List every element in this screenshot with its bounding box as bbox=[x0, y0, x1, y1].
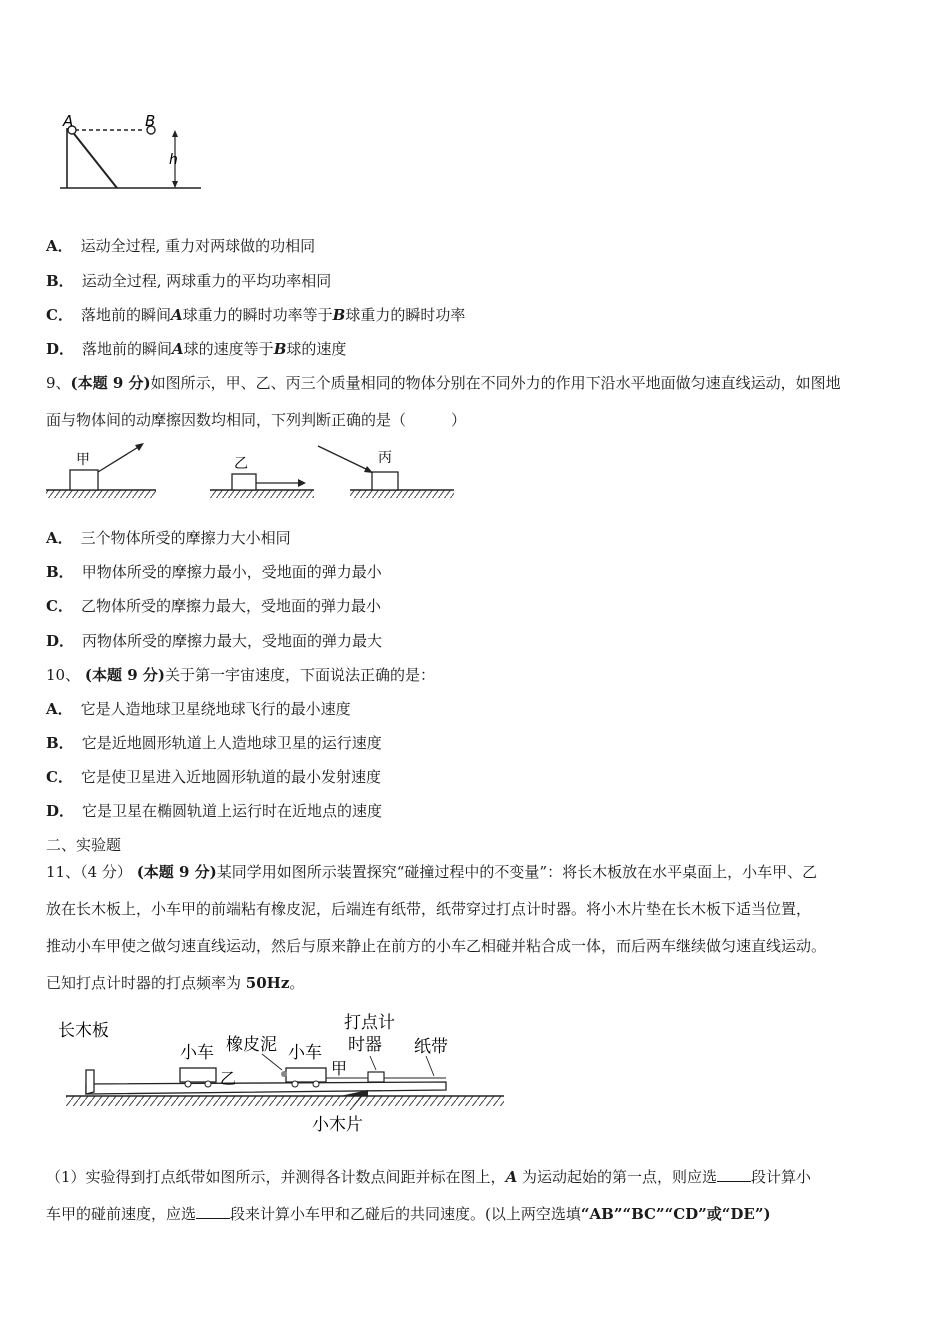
putty-leader bbox=[262, 1054, 282, 1070]
q9-stem-line2: 面与物体间的动摩擦因数均相同，下列判断正确的是（ ） bbox=[46, 411, 467, 429]
yi-block bbox=[232, 474, 256, 490]
bing-force-arrow bbox=[318, 446, 368, 470]
label-putty: 橡皮泥 bbox=[226, 1035, 277, 1055]
yi-ground-hatch bbox=[210, 490, 314, 498]
q11-stem-line2: 放在长木板上，小车甲的前端粘有橡皮泥，后端连有纸带，纸带穿过打点计时器。将小木片垫在长木板下适当位置， bbox=[46, 900, 812, 918]
q10-option-d: D． 它是卫星在椭圆轨道上运行时在近地点的速度 bbox=[46, 802, 383, 820]
yi-arrow-head bbox=[298, 479, 306, 487]
timer bbox=[368, 1072, 384, 1082]
height-arrow-head-top bbox=[172, 130, 178, 137]
label-jia: 甲 bbox=[331, 1059, 348, 1078]
q10-option-a: A． 它是人造地球卫星绕地球飞行的最小速度 bbox=[46, 700, 351, 718]
section-title: 二、实验题 bbox=[46, 836, 122, 854]
q10-stem: 10、 (本题 9 分)关于第一宇宙速度，下面说法正确的是： bbox=[46, 666, 435, 684]
jia-force-arrow bbox=[98, 446, 140, 472]
label-board: 长木板 bbox=[58, 1021, 109, 1041]
q9-option-d: D． 丙物体所受的摩擦力最大，受地面的弹力最大 bbox=[46, 632, 383, 650]
q9-stem-line1: 9、(本题 9 分)如图所示，甲、乙、丙三个质量相同的物体分别在不同外力的作用下沿水平地面做匀速直线运动，如图地 bbox=[46, 374, 841, 392]
answer-blank-1[interactable] bbox=[717, 1167, 751, 1182]
q8-option-d: D． 落地前的瞬间A球的速度等于B球的速度 bbox=[46, 340, 347, 358]
bing-ground-hatch bbox=[350, 490, 454, 498]
label-h: h bbox=[169, 152, 178, 168]
jia-ground-hatch bbox=[46, 490, 156, 498]
putty bbox=[281, 1071, 287, 1077]
cart-yi bbox=[180, 1068, 216, 1082]
bing-block bbox=[372, 472, 398, 490]
q9-figure bbox=[44, 440, 464, 506]
label-a: A bbox=[63, 112, 74, 130]
q11-sub1-line2: 车甲的碰前速度，应选 段来计算小车甲和乙碰后的共同速度。(以上两空选填“AB”“BC”“CD”或“DE”) bbox=[46, 1205, 771, 1223]
label-wedge: 小木片 bbox=[312, 1115, 363, 1135]
label-timer-1: 打点计 bbox=[344, 1013, 395, 1033]
bing-arrow-head bbox=[364, 466, 373, 473]
q9-option-b: B． 甲物体所受的摩擦力最小，受地面的弹力最小 bbox=[46, 563, 382, 581]
table-hatch bbox=[66, 1096, 504, 1106]
q10-option-c: C． 它是使卫星进入近地圆形轨道的最小发射速度 bbox=[46, 768, 381, 786]
cart-jia-wheel-2 bbox=[313, 1081, 319, 1087]
yi-label: 乙 bbox=[234, 456, 248, 472]
cart-yi-wheel-1 bbox=[185, 1081, 191, 1087]
label-cart-yi: 小车 bbox=[180, 1043, 214, 1063]
height-arrow-head-bottom bbox=[172, 181, 178, 188]
label-cart-jia: 小车 bbox=[288, 1043, 322, 1063]
jia-label: 甲 bbox=[76, 452, 90, 468]
q11-stem-line4: 已知打点计时器的打点频率为 50Hz。 bbox=[46, 974, 305, 992]
q11-sub1-line1: （1）实验得到打点纸带如图所示，并测得各计数点间距并标在图上，A 为运动起始的第一点，则应选 段计算小 bbox=[46, 1168, 811, 1186]
cart-jia bbox=[286, 1068, 326, 1082]
bing-label: 丙 bbox=[378, 450, 392, 466]
answer-blank-2[interactable] bbox=[196, 1204, 230, 1219]
q8-option-a: A． 运动全过程, 重力对两球做的功相同 bbox=[46, 237, 316, 255]
label-tape: 纸带 bbox=[414, 1037, 448, 1057]
q10-option-b: B． 它是近地圆形轨道上人造地球卫星的运行速度 bbox=[46, 734, 382, 752]
long-board bbox=[86, 1082, 446, 1094]
label-b: B bbox=[145, 112, 156, 130]
incline-line bbox=[71, 130, 117, 188]
jia-arrow-head bbox=[135, 443, 144, 451]
tape-leader bbox=[426, 1056, 434, 1076]
q9-option-c: C． 乙物体所受的摩擦力最大，受地面的弹力最小 bbox=[46, 597, 381, 615]
timer-leader bbox=[370, 1056, 376, 1070]
q8-option-c: C． 落地前的瞬间A球重力的瞬时功率等于B球重力的瞬时功率 bbox=[46, 306, 466, 324]
q9-option-a: A． 三个物体所受的摩擦力大小相同 bbox=[46, 529, 291, 547]
fall-figure bbox=[55, 110, 205, 192]
cart-jia-wheel-1 bbox=[292, 1081, 298, 1087]
board-end-stop bbox=[86, 1070, 94, 1094]
jia-block bbox=[70, 470, 98, 490]
q11-stem-line1: 11、（4 分） (本题 9 分)某同学用如图所示装置探究“碰撞过程中的不变量”：将长木板放在水平桌面上，小车甲、乙 bbox=[46, 863, 818, 881]
q11-stem-line3: 推动小车甲使之做匀速直线运动，然后与原来静止在前方的小车乙相碰并粘合成一体，而后两车继续做匀速直线运动。 bbox=[46, 937, 827, 955]
q8-option-b: B． 运动全过程, 两球重力的平均功率相同 bbox=[46, 272, 332, 290]
label-yi: 乙 bbox=[220, 1069, 237, 1088]
q11-apparatus-figure bbox=[50, 1010, 510, 1138]
cart-yi-wheel-2 bbox=[205, 1081, 211, 1087]
label-timer-2: 时器 bbox=[348, 1035, 382, 1055]
